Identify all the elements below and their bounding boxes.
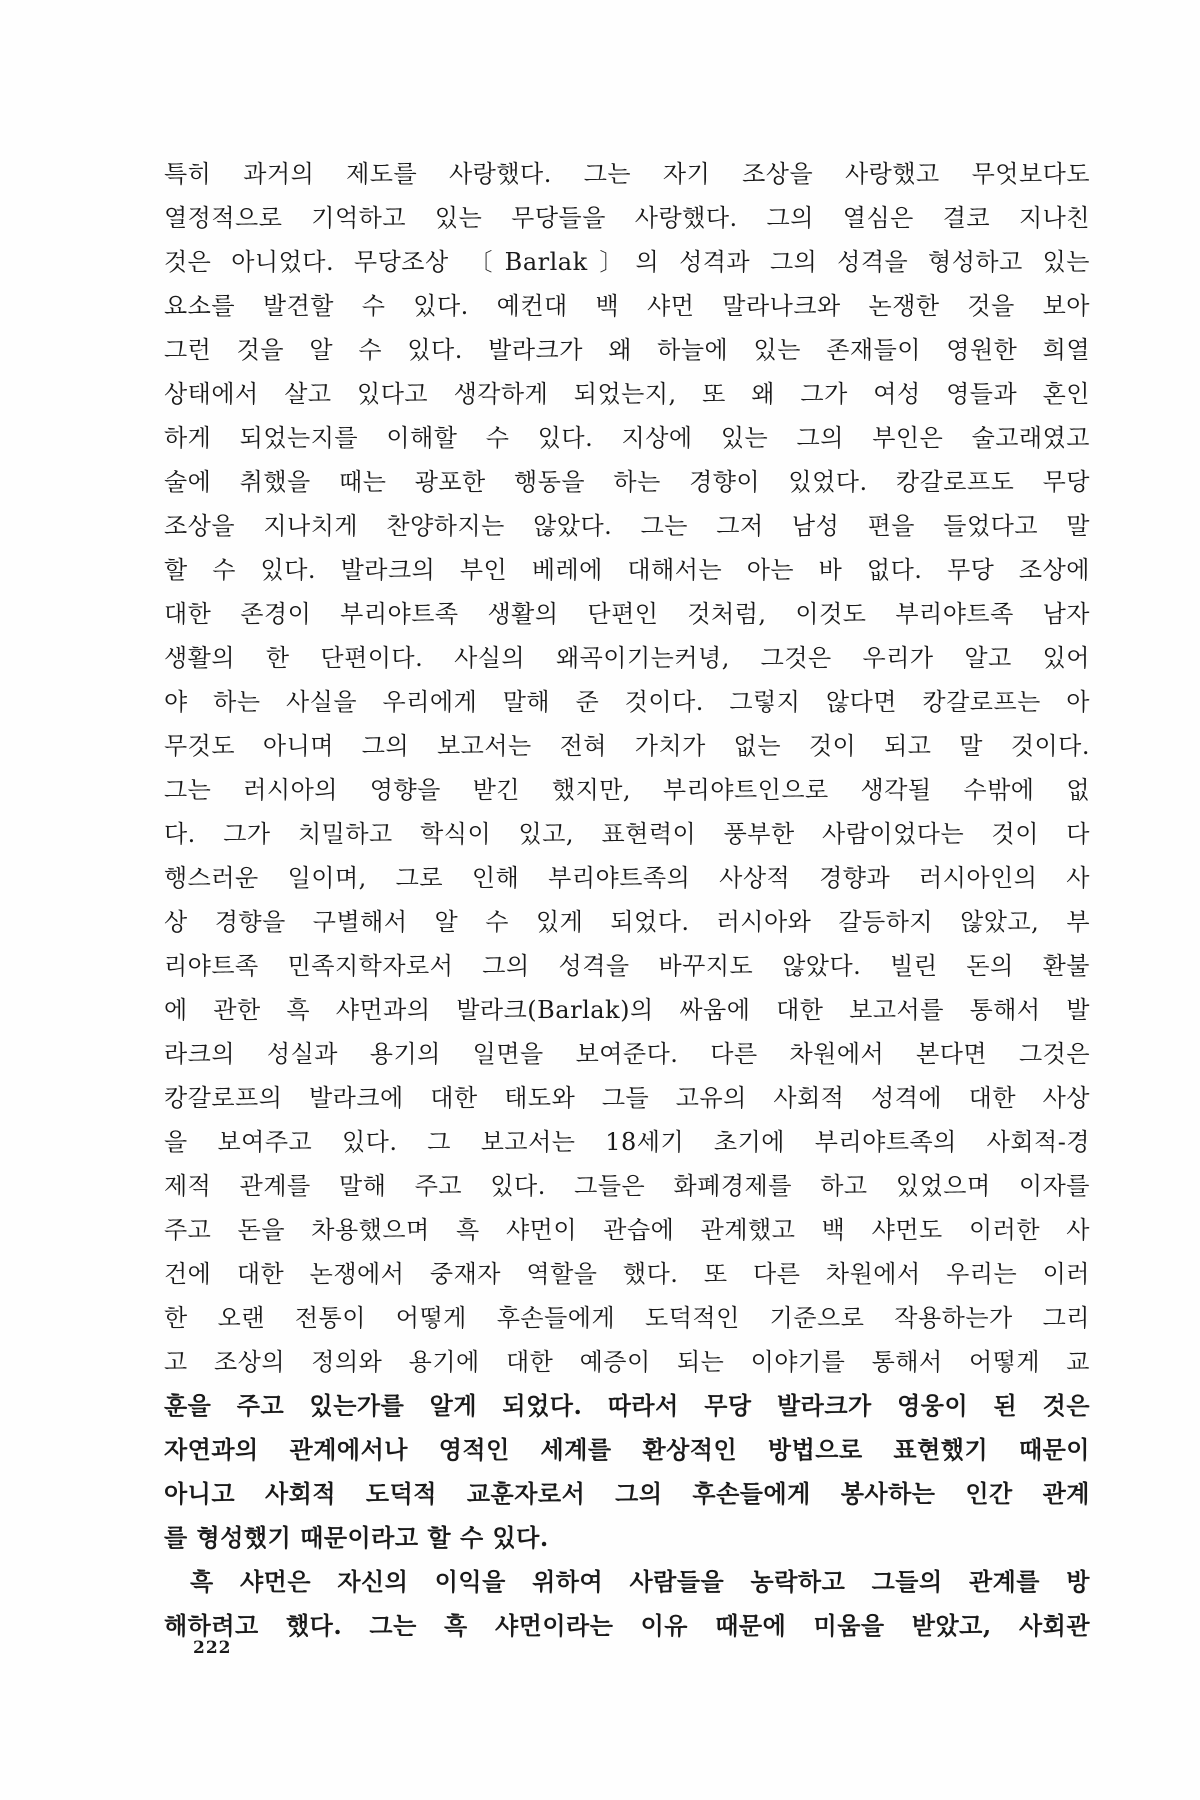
text-line-31: 아니고 사회적 도덕적 교훈자로서 그의 후손들에게 봉사하는 인간 관계 xyxy=(164,1479,1090,1508)
text-line-19: 리야트족 민족지학자로서 그의 성격을 바꾸지도 않았다. 빌린 돈의 환불 xyxy=(164,952,1090,980)
text-line-28: 고 조상의 정의와 용기에 대한 예증이 되는 이야기를 통해서 어떻게 교 xyxy=(164,1348,1090,1376)
text-line-6: 상태에서 살고 있다고 생각하게 되었는지, 또 왜 그가 여성 영들과 혼인 xyxy=(164,380,1090,408)
text-line-32: 를 형성했기 때문이라고 할 수 있다. xyxy=(164,1523,549,1552)
text-line-9: 조상을 지나치게 찬양하지는 않았다. 그는 그저 남성 편을 들었다고 말 xyxy=(164,512,1090,540)
text-line-3: 것은 아니었다. 무당조상 〔Barlak〕의 성격과 그의 성격을 형성하고 있는 xyxy=(164,248,1090,276)
text-line-12: 생활의 한 단편이다. 사실의 왜곡이기는커녕, 그것은 우리가 알고 있어 xyxy=(164,644,1090,672)
text-line-15: 그는 러시아의 영향을 받긴 했지만, 부리야트인으로 생각될 수밖에 없 xyxy=(164,776,1090,804)
text-line-7: 하게 되었는지를 이해할 수 있다. 지상에 있는 그의 부인은 술고래였고 xyxy=(164,424,1090,452)
text-line-13: 야 하는 사실을 우리에게 말해 준 것이다. 그렇지 않다면 캉갈로프는 아 xyxy=(164,688,1090,716)
page-number: 222 xyxy=(193,1638,232,1658)
text-line-25: 주고 돈을 차용했으며 흑 샤먼이 관습에 관계했고 백 샤먼도 이러한 사 xyxy=(164,1216,1090,1244)
text-line-11: 대한 존경이 부리야트족 생활의 단편인 것처럼, 이것도 부리야트족 남자 xyxy=(164,600,1090,628)
text-line-17: 행스러운 일이며, 그로 인해 부리야트족의 사상적 경향과 러시아인의 사 xyxy=(164,864,1090,892)
text-line-26: 건에 대한 논쟁에서 중재자 역할을 했다. 또 다른 차원에서 우리는 이러 xyxy=(164,1260,1090,1288)
text-line-24: 제적 관계를 말해 주고 있다. 그들은 화폐경제를 하고 있었으며 이자를 xyxy=(164,1172,1090,1200)
text-line-27: 한 오랜 전통이 어떻게 후손들에게 도덕적인 기준으로 작용하는가 그리 xyxy=(164,1304,1090,1332)
text-line-16: 다. 그가 치밀하고 학식이 있고, 표현력이 풍부한 사람이었다는 것이 다 xyxy=(164,820,1090,848)
text-line-5: 그런 것을 알 수 있다. 발라크가 왜 하늘에 있는 존재들이 영원한 희열 xyxy=(164,336,1090,364)
text-line-10: 할 수 있다. 발라크의 부인 베레에 대해서는 아는 바 없다. 무당 조상에 xyxy=(164,556,1090,584)
text-line-4: 요소를 발견할 수 있다. 예컨대 백 샤먼 말라나크와 논쟁한 것을 보아 xyxy=(164,292,1090,320)
text-line-1: 특히 과거의 제도를 사랑했다. 그는 자기 조상을 사랑했고 무엇보다도 xyxy=(164,160,1090,188)
text-line-23: 을 보여주고 있다. 그 보고서는 18세기 초기에 부리야트족의 사회적-경 xyxy=(164,1128,1090,1156)
text-line-20: 에 관한 흑 샤먼과의 발라크(Barlak)의 싸움에 대한 보고서를 통해서 발 xyxy=(164,996,1090,1024)
text-line-14: 무것도 아니며 그의 보고서는 전혀 가치가 없는 것이 되고 말 것이다. xyxy=(164,732,1090,760)
text-line-22: 캉갈로프의 발라크에 대한 태도와 그들 고유의 사회적 성격에 대한 사상 xyxy=(164,1084,1090,1112)
body-text xyxy=(164,152,1090,1648)
text-line-18: 상 경향을 구별해서 알 수 있게 되었다. 러시아와 갈등하지 않았고, 부 xyxy=(164,908,1090,936)
text-line-8: 술에 취했을 때는 광포한 행동을 하는 경향이 있었다. 캉갈로프도 무당 xyxy=(164,468,1090,496)
text-line-21: 라크의 성실과 용기의 일면을 보여준다. 다른 차원에서 본다면 그것은 xyxy=(164,1040,1090,1068)
text-line-30: 자연과의 관계에서나 영적인 세계를 환상적인 방법으로 표현했기 때문이 xyxy=(164,1435,1090,1464)
text-line-33: 흑 샤먼은 자신의 이익을 위하여 사람들을 농락하고 그들의 관계를 방 xyxy=(190,1567,1090,1596)
text-line-2: 열정적으로 기억하고 있는 무당들을 사랑했다. 그의 열심은 결코 지나친 xyxy=(164,204,1090,232)
text-line-29: 훈을 주고 있는가를 알게 되었다. 따라서 무당 발라크가 영웅이 된 것은 xyxy=(164,1391,1090,1420)
text-line-34: 해하려고 했다. 그는 흑 샤먼이라는 이유 때문에 미움을 받았고, 사회관 xyxy=(164,1611,1090,1640)
